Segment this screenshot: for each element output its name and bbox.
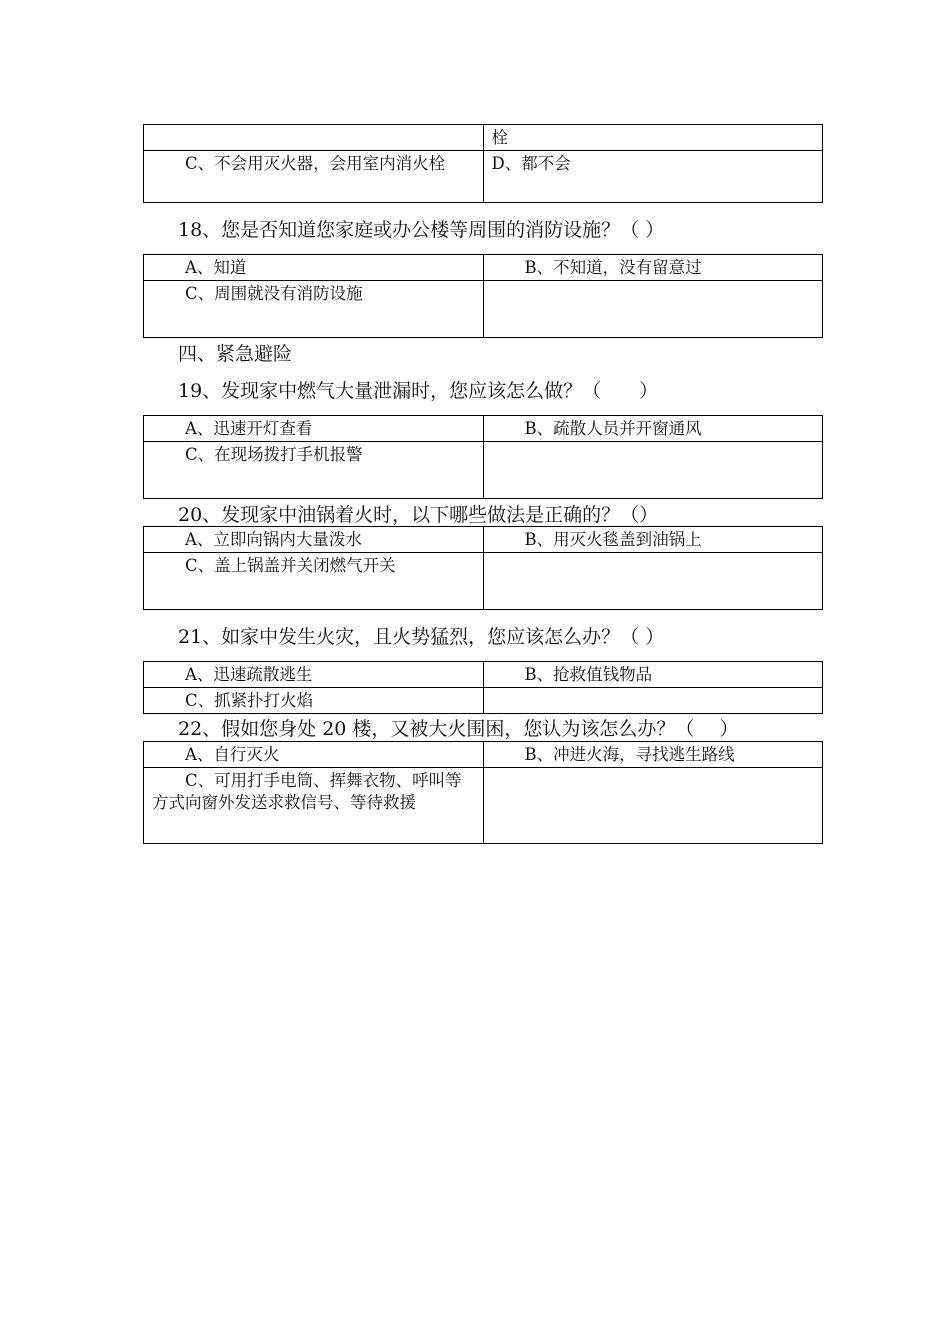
q19-option-c: C、在现场拨打手机报警 <box>144 442 484 499</box>
q18-option-a: A、知道 <box>144 255 484 281</box>
q19-options-table <box>143 415 823 499</box>
q22-option-a: A、自行灭火 <box>144 742 484 768</box>
q20-option-c: C、盖上锅盖并关闭燃气开关 <box>144 553 484 610</box>
q20-option-b: B、用灭火毯盖到油锅上 <box>483 527 823 553</box>
q17-option-c-tail: 栓 <box>483 125 823 151</box>
q18-option-c: C、周围就没有消防设施 <box>144 281 484 338</box>
q17-cell-empty <box>144 125 484 151</box>
q21-option-b: B、抢救值钱物品 <box>483 662 823 688</box>
q21-options-table <box>143 661 823 714</box>
q17-option-d: D、都不会 <box>483 151 823 203</box>
q17-option-c: C、不会用灭火器，会用室内消火栓 <box>144 151 484 203</box>
question-18: 18、您是否知道您家庭或办公楼等周围的消防设施？（ ） <box>178 219 665 241</box>
q19-option-a: A、迅速开灯查看 <box>144 416 484 442</box>
q18-cell-empty <box>483 281 823 338</box>
q18-option-b: B、不知道，没有留意过 <box>483 255 823 281</box>
q22-option-c: C、可用打手电筒、挥舞衣物、呼叫等方式向窗外发送求救信号、等待救援 <box>144 768 484 844</box>
question-19: 19、发现家中燃气大量泄漏时，您应该怎么做？（ ） <box>178 380 659 402</box>
section-heading: 四、紧急避险 <box>178 343 293 365</box>
q20-cell-empty <box>483 553 823 610</box>
q21-cell-empty <box>483 688 823 714</box>
question-21: 21、如家中发生火灾，且火势猛烈，您应该怎么办？（ ） <box>178 626 665 648</box>
q20-options-table <box>143 526 823 610</box>
q18-options-table <box>143 254 823 338</box>
q22-options-table <box>143 741 823 844</box>
q19-option-b: B、疏散人员并开窗通风 <box>483 416 823 442</box>
q19-cell-empty <box>483 442 823 499</box>
q17-options-table <box>143 124 823 203</box>
q22-cell-empty <box>483 768 823 844</box>
q21-option-a: A、迅速疏散逃生 <box>144 662 484 688</box>
question-20: 20、发现家中油锅着火时，以下哪些做法是正确的？（） <box>178 504 659 526</box>
q22-option-b: B、冲进火海，寻找逃生路线 <box>483 742 823 768</box>
q20-option-a: A、立即向锅内大量泼水 <box>144 527 484 553</box>
q21-option-c: C、抓紧扑打火焰 <box>144 688 484 714</box>
question-22: 22、假如您身处 20 楼，又被大火围困，您认为该怎么办？（ ） <box>178 718 739 740</box>
